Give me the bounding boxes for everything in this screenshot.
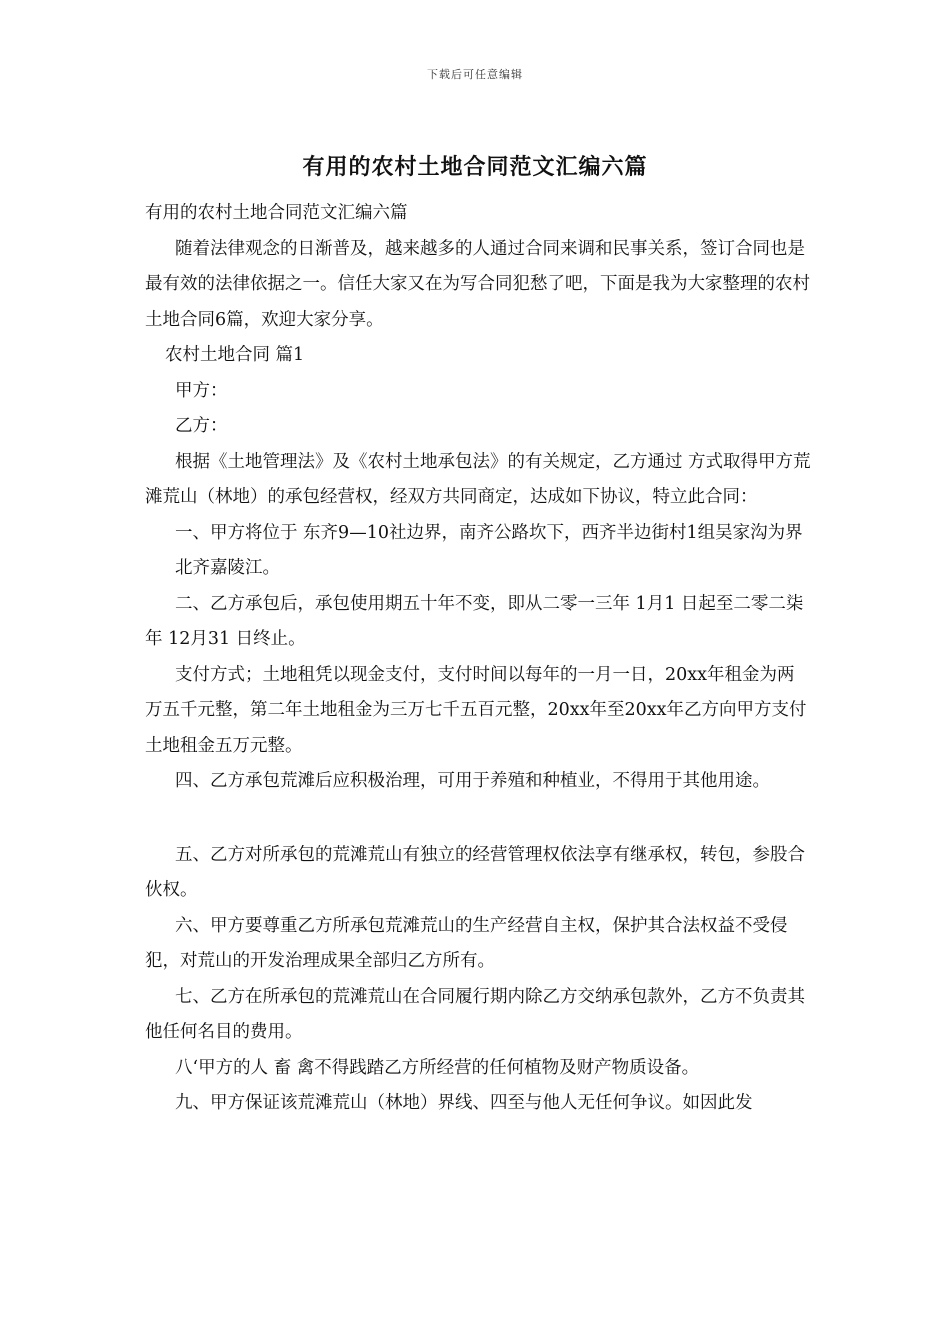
clause-2: 二、乙方承包后，承包使用期五十年不变，即从二零一三年 1月1 日起至二零二柒 年 12月31 日终止。: [145, 593, 804, 649]
clause-1: 一、甲方将位于 东齐9—10社边界，南齐公路坎下，西齐半边街村1组吴家沟为界: [175, 522, 803, 543]
clause-8: 八‘甲方的人 畜 禽不得践踏乙方所经营的任何植物及财产物质设备。: [175, 1057, 700, 1078]
intro-paragraph: 随着法律观念的日渐普及，越来越多的人通过合同来调和民事关系，签订合同也是最有效的法律依据之一。信任大家又在为写合同犯愁了吧，下面是我为大家整理的农村土地合同6篇，欢迎大家分享。: [145, 238, 810, 330]
clause-5: 五、乙方对所承包的荒滩荒山有独立的经营管理权依法享有继承权，转包，参股合伙权。: [145, 844, 805, 900]
document-title: 有用的农村土地合同范文汇编六篇: [302, 154, 648, 180]
subtitle-paragraph: 有用的农村土地合同范文汇编六篇: [145, 203, 408, 223]
clause-6: 六、甲方要尊重乙方所承包荒滩荒山的生产经营自主权，保护其合法权益不受侵犯，对荒山的开发治理成果全部归乙方所有。: [145, 915, 788, 971]
clause-9: 九、甲方保证该荒滩荒山（林地）界线、四至与他人无任何争议。如因此发: [175, 1093, 753, 1113]
payment-clause: 支付方式；土地租凭以现金支付，支付时间以每年的一月一日，20xx年租金为两万五千元整，第二年土地租金为三万七千五百元整，20xx年至20xx年乙方向甲方支付土地租金五万元整。: [145, 664, 807, 756]
header-note: 下载后可任意编辑: [427, 68, 523, 81]
preamble-paragraph: 根据《土地管理法》及《农村土地承包法》的有关规定，乙方通过 方式取得甲方荒滩荒山（林地）的承包经营权，经双方共同商定，达成如下协议，特立此合同：: [145, 451, 811, 507]
clause-4: 四、乙方承包荒滩后应积极治理，可用于养殖和种植业，不得用于其他用途。: [175, 771, 770, 791]
party-a-line: 甲方：: [175, 380, 228, 401]
clause-1-continued: 北齐嘉陵江。: [175, 558, 280, 578]
document-body: [145, 196, 811, 1122]
party-b-line: 乙方：: [175, 416, 228, 436]
clause-7: 七、乙方在所承包的荒滩荒山在合同履行期内除乙方交纳承包款外，乙方不负责其他任何名目的费用。: [145, 986, 805, 1042]
section-heading: 农村土地合同 篇1: [165, 345, 305, 365]
